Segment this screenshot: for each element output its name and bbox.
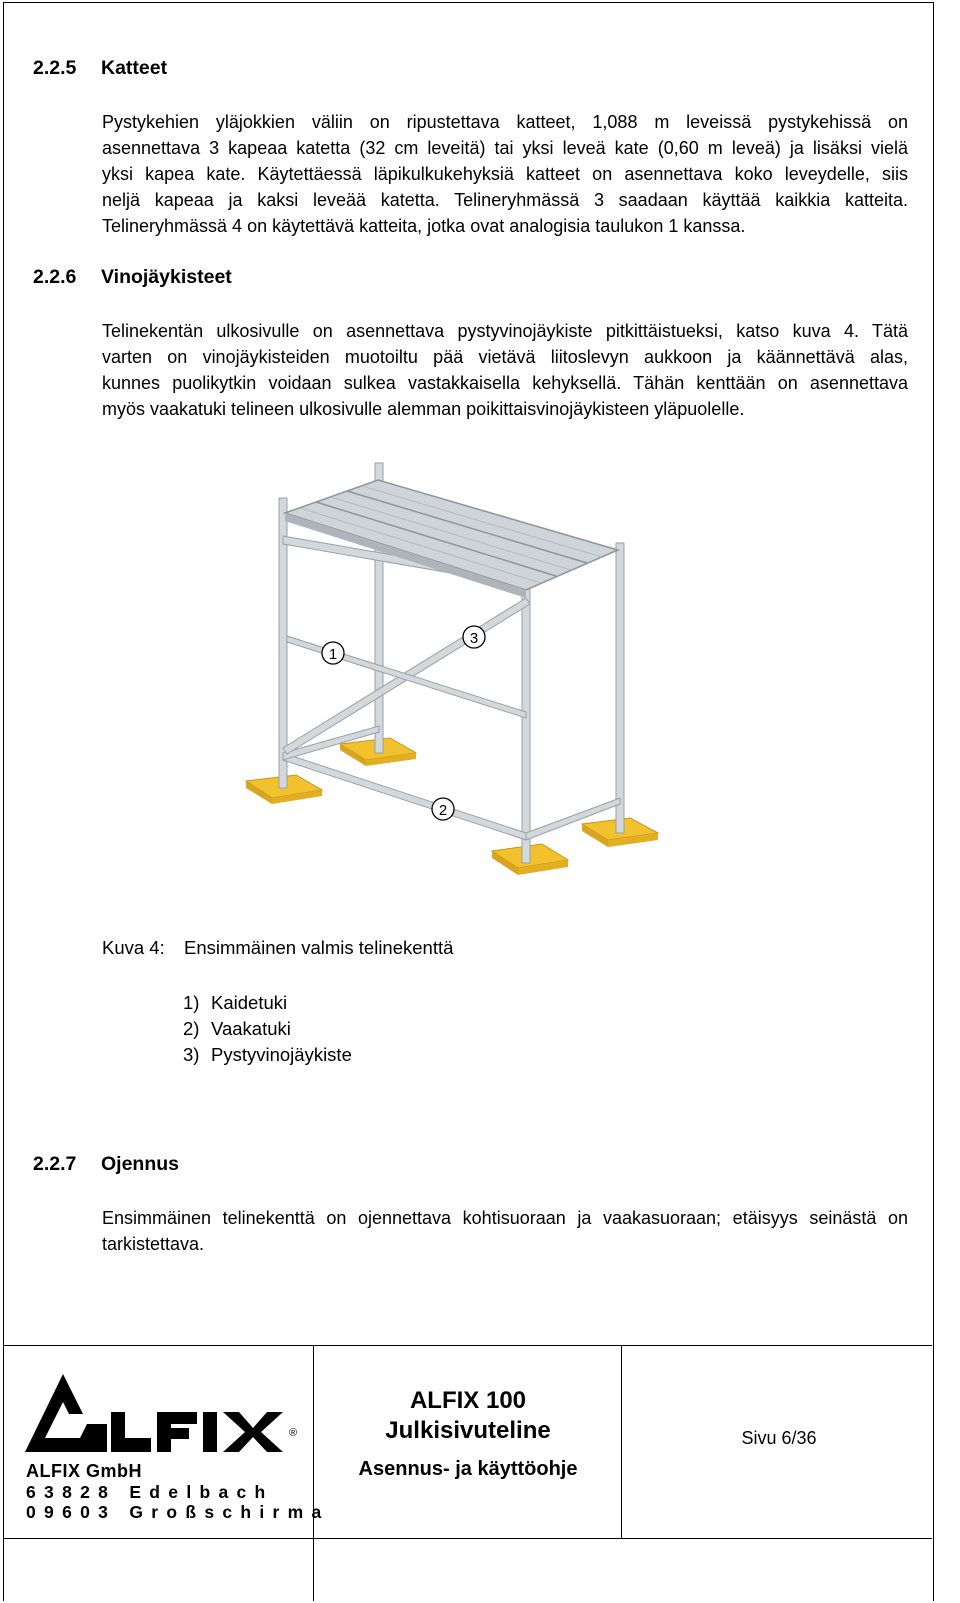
legend-item bbox=[183, 990, 352, 1016]
heading-number: 2.2.7 bbox=[33, 1153, 77, 1175]
marker-3-label: 3 bbox=[469, 630, 479, 647]
marker-1-label: 1 bbox=[328, 646, 338, 663]
figure-caption bbox=[102, 937, 453, 959]
caption-label: Kuva 4: bbox=[102, 937, 165, 958]
figure-legend bbox=[183, 990, 352, 1068]
heading-title: Katteet bbox=[101, 57, 168, 79]
legend-item bbox=[183, 1042, 352, 1068]
product-type: Julkisivuteline bbox=[385, 1417, 551, 1444]
text-line: Telineryhmässä 4 on käytettävä katteita, jotka ovat analogisia taulukon 1 kanssa. bbox=[102, 216, 746, 236]
marker-1 bbox=[322, 642, 344, 664]
manual-title: Asennus- ja käyttöohje bbox=[358, 1458, 578, 1480]
legend-number: 1) bbox=[183, 992, 200, 1013]
text-line: varten on vinojäykisteiden muotoiltu pää vietävä liitoslevyn aukkoon ja käännettävä alas, bbox=[102, 347, 908, 367]
text-line: tarkistettava. bbox=[102, 1234, 205, 1254]
page-footer bbox=[3, 1345, 932, 1539]
address-line-2: 09603 Großschirma bbox=[26, 1502, 330, 1522]
footer-divider bbox=[313, 1346, 314, 1601]
heading-2-2-6 bbox=[33, 266, 232, 289]
legend-item bbox=[183, 1016, 352, 1042]
legend-text: Kaidetuki bbox=[211, 992, 288, 1013]
heading-2-2-7 bbox=[33, 1153, 179, 1176]
registered-mark: ® bbox=[288, 1427, 298, 1439]
legend-number: 3) bbox=[183, 1044, 200, 1065]
address-line-1: 63828 Edelbach bbox=[26, 1482, 274, 1502]
alfix-logo bbox=[25, 1374, 300, 1458]
text-line: asennettava 3 kapeaa katetta (32 cm leveitä) tai yksi leveä kate (0,60 m leveä) ja lisäksi vielä bbox=[102, 138, 908, 158]
paragraph-vinojaykisteet bbox=[102, 318, 908, 422]
page-number: Sivu 6/36 bbox=[741, 1428, 817, 1448]
legend-number: 2) bbox=[183, 1018, 200, 1039]
heading-number: 2.2.6 bbox=[33, 266, 77, 288]
footer-divider bbox=[621, 1346, 622, 1538]
heading-title: Ojennus bbox=[101, 1153, 180, 1175]
text-line: myös vaakatuki telineen ulkosivulle alemman poikittaisvinojäykisteen yläpuolelle. bbox=[102, 399, 745, 419]
deck bbox=[285, 480, 618, 598]
heading-number: 2.2.5 bbox=[33, 57, 77, 79]
caption-text: Ensimmäinen valmis telinekenttä bbox=[184, 937, 454, 958]
text-line: Pystykehien yläjokkien väliin on ripustettava katteet, 1,088 m leveissä pystykehissä on bbox=[102, 112, 908, 132]
paragraph-katteet bbox=[102, 109, 908, 239]
marker-2 bbox=[432, 798, 454, 820]
marker-2-label: 2 bbox=[438, 802, 448, 819]
document-title bbox=[315, 1386, 621, 1484]
product-name: ALFIX 100 bbox=[409, 1387, 527, 1414]
heading-2-2-5 bbox=[33, 57, 167, 80]
legend-text: Vaakatuki bbox=[211, 1018, 291, 1039]
text-line: neljä kapeaa ja kaksi leveää katetta. Telineryhmässä 3 saadaan käyttää kaikkia katteita. bbox=[102, 190, 908, 210]
text-line: Telinekentän ulkosivulle on asennettava pystyvinojäykiste pitkittäistueksi, katso kuva 4. Tätä bbox=[102, 321, 908, 341]
text-line: kunnes puolikytkin voidaan sulkea vastakkaisella kehyksellä. Tähän kenttään on asennettava bbox=[102, 373, 908, 393]
heading-title: Vinojäykisteet bbox=[101, 266, 232, 288]
text-line: yksi kapea kate. Käytettäessä läpikulkukehyksiä katteet on asennettava koko leveydelle, siis bbox=[102, 164, 908, 184]
paragraph-ojennus bbox=[102, 1205, 908, 1257]
text-line: Ensimmäinen telinekenttä on ojennettava kohtisuoraan ja vaakasuoraan; etäisyys seinästä on bbox=[102, 1208, 908, 1228]
legend-text: Pystyvinojäykiste bbox=[211, 1044, 352, 1065]
scaffold-figure bbox=[230, 458, 670, 898]
company-name: ALFIX GmbH bbox=[26, 1461, 142, 1481]
marker-3 bbox=[463, 626, 485, 648]
braces bbox=[283, 536, 620, 840]
